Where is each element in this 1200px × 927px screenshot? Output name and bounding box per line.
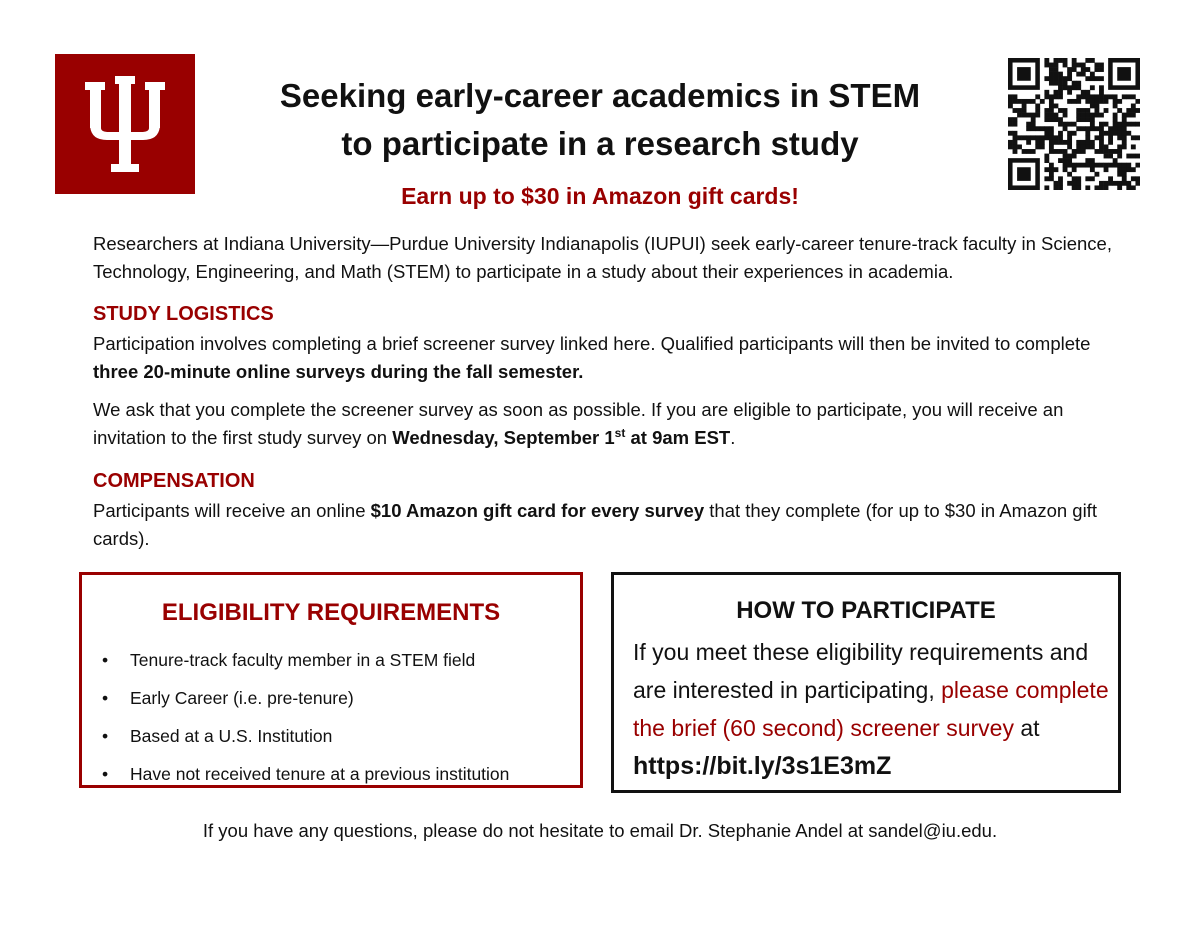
- iu-logo: [55, 54, 195, 194]
- bullet-icon: •: [102, 764, 109, 784]
- compensation-heading: COMPENSATION: [93, 470, 255, 492]
- schedule-paragraph: [93, 396, 1123, 452]
- list-item: [102, 717, 509, 755]
- logistics-bold-text: three 20-minute online surveys during the fall semester.: [93, 361, 584, 382]
- logistics-text: Participation involves completing a brief screener survey linked here. Qualified participants will then be invited to complete: [93, 333, 1091, 354]
- list-item: [102, 755, 509, 793]
- iu-trident-logo-icon: [55, 54, 195, 194]
- compensation-paragraph: [93, 497, 1123, 553]
- schedule-date: [392, 427, 730, 448]
- bullet-icon: •: [102, 726, 109, 746]
- participate-text-red: please complete the brief (60 second) screener survey: [633, 677, 1109, 741]
- page-subtitle: Earn up to $30 in Amazon gift cards!: [401, 183, 799, 209]
- logistics-paragraph: [93, 330, 1123, 386]
- schedule-text: We ask that you complete the screener survey as soon as possible. If you are eligible to participate, you will receive an invitation to the first study survey on: [93, 399, 1064, 448]
- how-to-participate-text: [633, 633, 1117, 785]
- schedule-period: .: [730, 427, 736, 448]
- contact-footer: If you have any questions, please do not hesitate to email Dr. Stephanie Andel at sandel@iu.edu.: [202, 820, 998, 841]
- compensation-text-b: that they complete (for up to $30 in Amazon gift cards).: [93, 500, 1097, 549]
- how-to-participate-title: HOW TO PARTICIPATE: [736, 597, 996, 624]
- schedule-date-text: Wednesday, September 1: [392, 427, 615, 448]
- qr-code-icon: [1008, 58, 1140, 190]
- schedule-time: at 9am EST: [625, 427, 731, 448]
- eligibility-box: [79, 572, 583, 788]
- participate-text-a: If you meet these eligibility requirements and are interested in participating,: [633, 639, 1089, 703]
- eligibility-list: [102, 641, 509, 793]
- screener-survey-link[interactable]: https://bit.ly/3s1E3mZ: [633, 752, 892, 780]
- participate-text-b: at: [1013, 715, 1040, 741]
- eligibility-item: Tenure-track faculty member in a STEM field: [130, 650, 476, 670]
- compensation-bold: $10 Amazon gift card for every survey: [370, 500, 705, 521]
- qr-code[interactable]: [1008, 58, 1140, 190]
- how-to-participate-box: [611, 572, 1121, 793]
- eligibility-item: Based at a U.S. Institution: [130, 726, 333, 746]
- bullet-icon: •: [102, 650, 109, 670]
- list-item: [102, 679, 509, 717]
- schedule-date-suffix: st: [614, 425, 626, 440]
- eligibility-item: Have not received tenure at a previous institution: [130, 764, 510, 784]
- bullet-icon: •: [102, 688, 109, 708]
- study-logistics-heading: STUDY LOGISTICS: [93, 303, 274, 325]
- eligibility-item: Early Career (i.e. pre-tenure): [130, 688, 354, 708]
- eligibility-title: ELIGIBILITY REQUIREMENTS: [161, 599, 501, 626]
- list-item: [102, 641, 509, 679]
- intro-paragraph: Researchers at Indiana University—Purdue University Indianapolis (IUPUI) seek early-career tenure-track faculty in Science, Technology, Engineering, and Math (STEM) to participate in a study about their experiences in academia.: [93, 233, 1112, 282]
- page-title-line-1: Seeking early-career academics in STEM: [279, 77, 921, 114]
- page-title-line-2: to participate in a research study: [341, 125, 859, 162]
- compensation-text-a: Participants will receive an online: [93, 500, 371, 521]
